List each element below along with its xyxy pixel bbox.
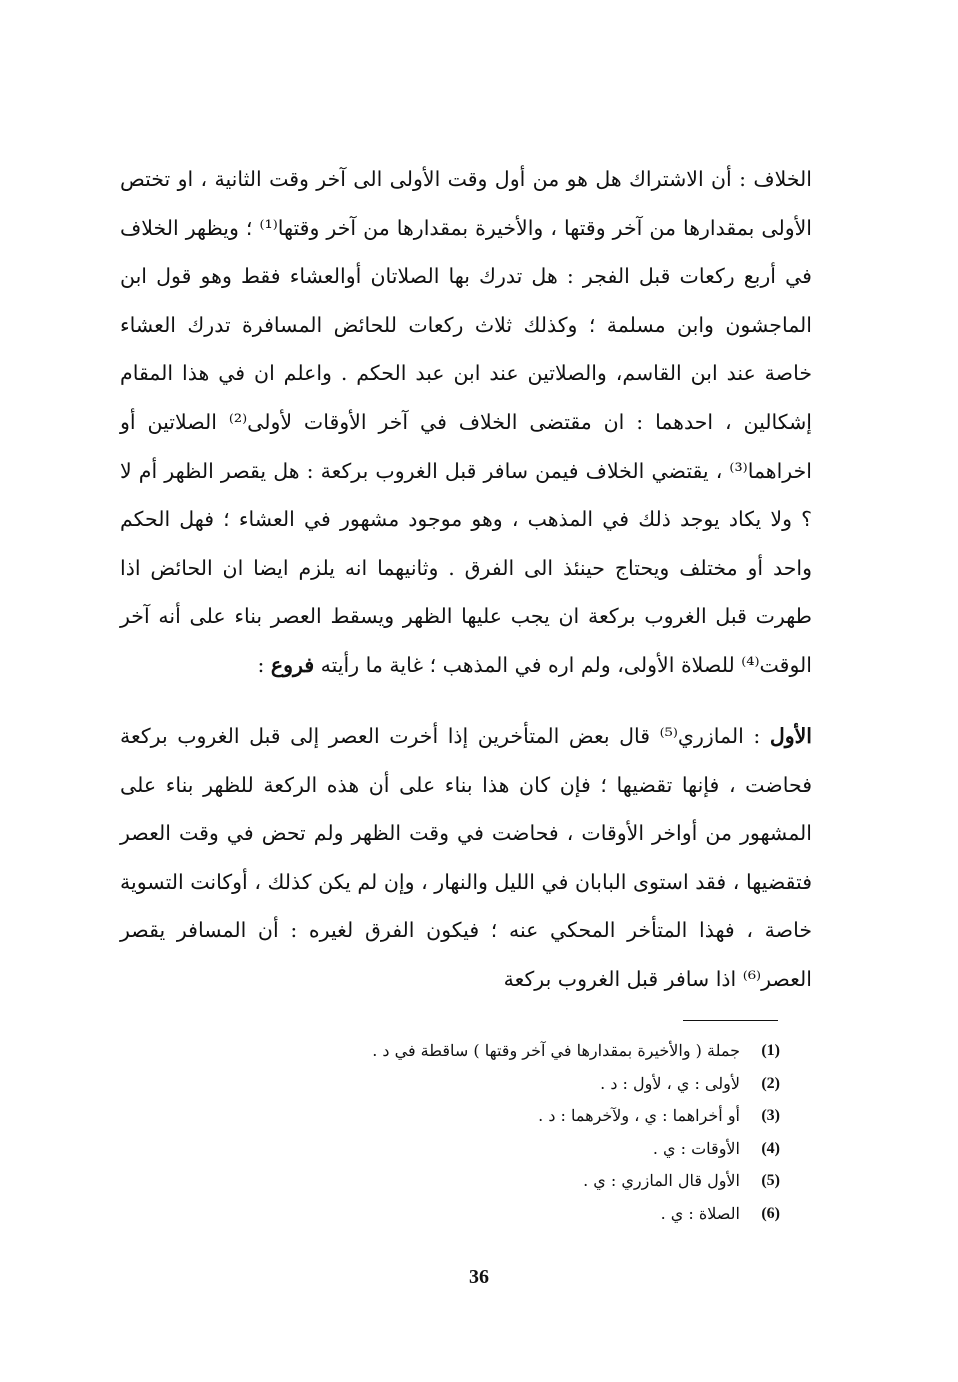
paragraph-1-colon: :: [257, 652, 265, 677]
footnote-number: (2): [761, 1074, 780, 1092]
footnote-number: (6): [761, 1204, 780, 1222]
footnote-item: [300, 1068, 780, 1101]
footnote-text: أو أخراهما : ي ، ولآخرهما : د .: [538, 1106, 740, 1125]
main-paragraph-1: [120, 155, 812, 690]
footnote-number: (5): [761, 1172, 780, 1189]
paragraph-2-text: : المازري⁽⁵⁾ قال بعض المتأخرين إذا أخرت العصر إلى قبل الغروب بركعة فحاضت ، فإنها تقضيها ؛ فإن كان هذا بناء على أن هذه الركعة للظهر بناء على المشهور من أواخر الأوقات ، فحاضت في وقت الظهر ولم تحض في وقت العصر فتقضيها ، فقد استوى البابان في الليل والنهار ، وإن لم يكن كذلك ، أوكانت التسوية خاصة ، فهذا المتأخر المحكي عنه ؛ فيكون الفرق لغيره : أن المسافر يقصر العصر⁽⁶⁾ اذا سافر قبل الغروب بركعة: [120, 724, 812, 991]
footnote-text: الصلاة : ي .: [660, 1203, 740, 1223]
paragraph-1-text: الخلاف : أن الاشتراك هل هو من أول وقت الأولى الى آخر وقت الثانية ، او تختص الأولى بمقدارها من آخر وقتها ، والأخيرة بمقدارها من آخر وقتها⁽¹⁾ ؛ ويظهر الخلاف في أربع ركعات قبل الفجر : هل تدرك بها الصلاتان أوالعشاء فقط وهو قول ابن الماجشون وابن مسلمة ؛ وكذلك ثلاث ركعات للحائض المسافرة تدرك العشاء خاصة عند ابن القاسم، والصلاتين عند ابن عبد الحكم . واعلم ان في هذا المقام إشكالين ، احدهما : ان مقتضى الخلاف في آخر الأوقات لأولى⁽²⁾ الصلاتين أو اخراهما⁽³⁾ ، يقتضي الخلاف فيمن سافر قبل الغروب بركعة : هل يقصر الظهر أم لا ؟ ولا يكاد يوجد ذلك في المذهب ، وهو موجود مشهور في العشاء ؛ فهل الحكم واحد أو مختلف ويحتاج حينئذ الى الفرق . وثانيهما انه يلزم ايضا ان الحائض اذا طهرت قبل الغروب بركعة ان يجب عليها الظهر ويسقط العصر بناء على أنه آخر الوقت⁽⁴⁾ للصلاة الأولى، ولم اره في المذهب ؛ غاية ما رأيته: [120, 167, 812, 677]
page-number: 36: [469, 1266, 489, 1288]
footnote-item: [300, 1035, 780, 1068]
footnote-separator: [683, 1020, 778, 1021]
footnote-text: الأوقات : ي .: [652, 1138, 740, 1158]
footnote-number: (3): [761, 1107, 780, 1124]
footnotes: [300, 1035, 780, 1230]
footnote-item: [300, 1198, 780, 1231]
paragraph-2-lead-word: الأول: [769, 724, 812, 748]
footnote-text: الأول قال المازري : ي .: [583, 1171, 740, 1190]
footnote-text: لأولى : ي ، لأول : د .: [600, 1073, 740, 1093]
footnote-number: (4): [761, 1139, 780, 1157]
footnote-number: (1): [761, 1042, 780, 1059]
paragraph-1-heading-word: فروع: [270, 652, 315, 677]
footnote-item: [300, 1133, 780, 1166]
footnote-item: [300, 1100, 780, 1133]
footnote-item: [300, 1165, 780, 1198]
main-paragraph-2: [120, 712, 812, 1004]
footnote-text: جملة ( والأخيرة بمقدارها في آخر وقتها ) ساقطة في د .: [372, 1041, 740, 1060]
